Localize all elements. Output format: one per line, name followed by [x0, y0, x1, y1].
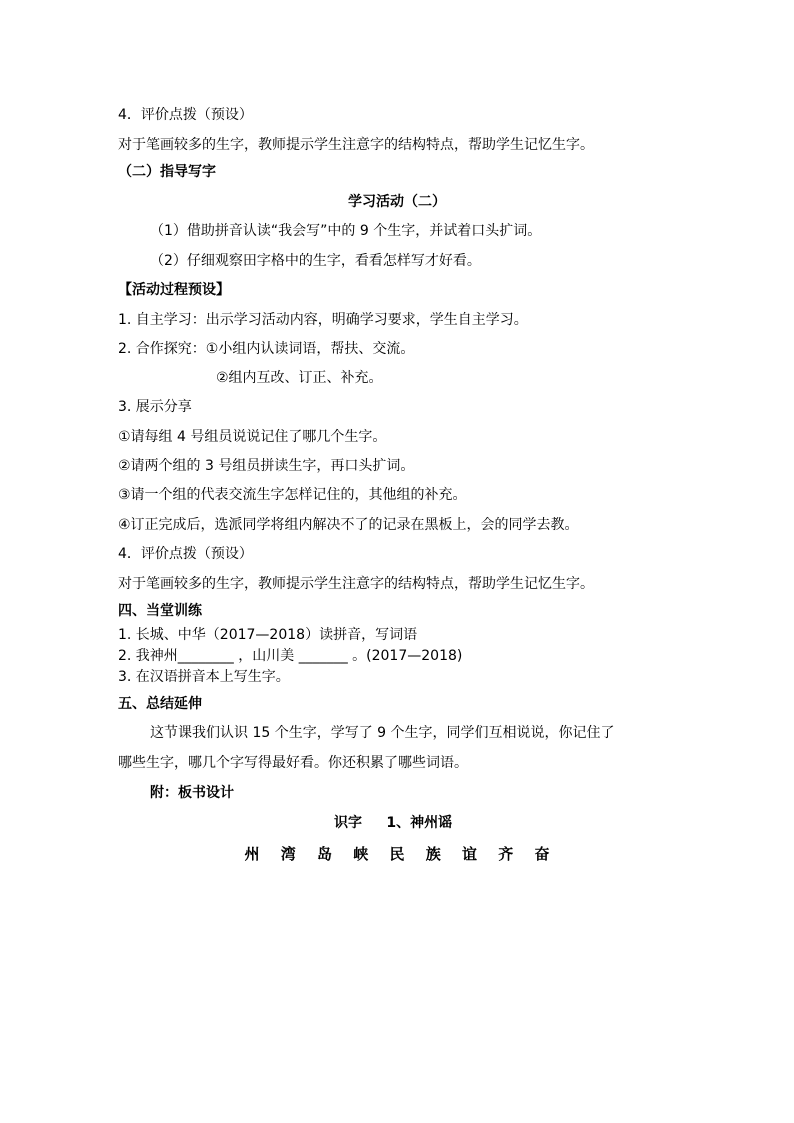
- board-char: 奋: [534, 845, 550, 863]
- board-char: 州: [244, 845, 260, 863]
- board-char: 湾: [280, 845, 296, 863]
- activity-2-item-2: （2）仔细观察田字格中的生字，看看怎样写才好看。: [150, 253, 481, 269]
- board-char: 族: [425, 845, 441, 863]
- section-practice-heading: 四、当堂训练: [118, 603, 202, 619]
- summary-text-line-2: 哪些生字，哪几个字写得最好看。你还积累了哪些词语。: [118, 755, 468, 771]
- board-char: 民: [389, 845, 405, 863]
- evaluation-text-1: 对于笔画较多的生字，教师提示学生注意字的结构特点，帮助学生记忆生字。: [118, 137, 594, 153]
- section-guide-writing-heading: （二）指导写字: [118, 164, 216, 180]
- process-step-2-sub: ②组内互改、订正、补充。: [216, 370, 383, 386]
- activity-process-heading: 【活动过程预设】: [118, 282, 230, 298]
- summary-text-line-1: 这节课我们认识 15 个生字，学写了 9 个生字，同学们互相说说，你记住了: [150, 725, 615, 741]
- section-summary-heading: 五、总结延伸: [118, 696, 202, 712]
- process-step-3: 3. 展示分享: [118, 399, 192, 415]
- practice-item-2: 2. 我神州________ ，山川美 _______ 。(2017—2018): [118, 648, 463, 664]
- process-step-2: 2. 合作探究：①小组内认读词语，帮扶、交流。: [118, 341, 415, 357]
- share-item-4: ④订正完成后，选派同学将组内解决不了的记录在黑板上，会的同学去教。: [118, 517, 579, 533]
- share-item-1: ①请每组 4 号组员说说记住了哪几个生字。: [118, 429, 387, 445]
- board-char: 峡: [353, 845, 369, 863]
- board-design-heading: 附：板书设计: [150, 785, 234, 801]
- practice-item-1: 1. 长城、中华（2017—2018）读拼音，写词语: [118, 627, 418, 643]
- share-item-2: ②请两个组的 3 号组员拼读生字，再口头扩词。: [118, 458, 415, 474]
- activity-2-title: 学习活动（二）: [348, 194, 446, 210]
- section-evaluation-heading-1: 4．评价点拨（预设）: [118, 107, 253, 123]
- evaluation-text-2: 对于笔画较多的生字，教师提示学生注意字的结构特点，帮助学生记忆生字。: [118, 576, 594, 592]
- board-title: 识字 1、神州谣: [334, 815, 453, 831]
- share-item-3: ③请一个组的代表交流生字怎样记住的，其他组的补充。: [118, 487, 467, 503]
- practice-item-3: 3. 在汉语拼音本上写生字。: [118, 669, 290, 685]
- process-step-1: 1. 自主学习：出示学习活动内容，明确学习要求，学生自主学习。: [118, 312, 528, 328]
- activity-2-item-1: （1）借助拼音认读“我会写”中的 9 个生字，并试着口头扩词。: [150, 223, 542, 239]
- board-char: 齐: [498, 845, 514, 863]
- board-char: 谊: [461, 845, 477, 863]
- board-char: 岛: [316, 845, 332, 863]
- board-characters: [0, 843, 794, 864]
- section-evaluation-heading-2: 4．评价点拨（预设）: [118, 546, 253, 562]
